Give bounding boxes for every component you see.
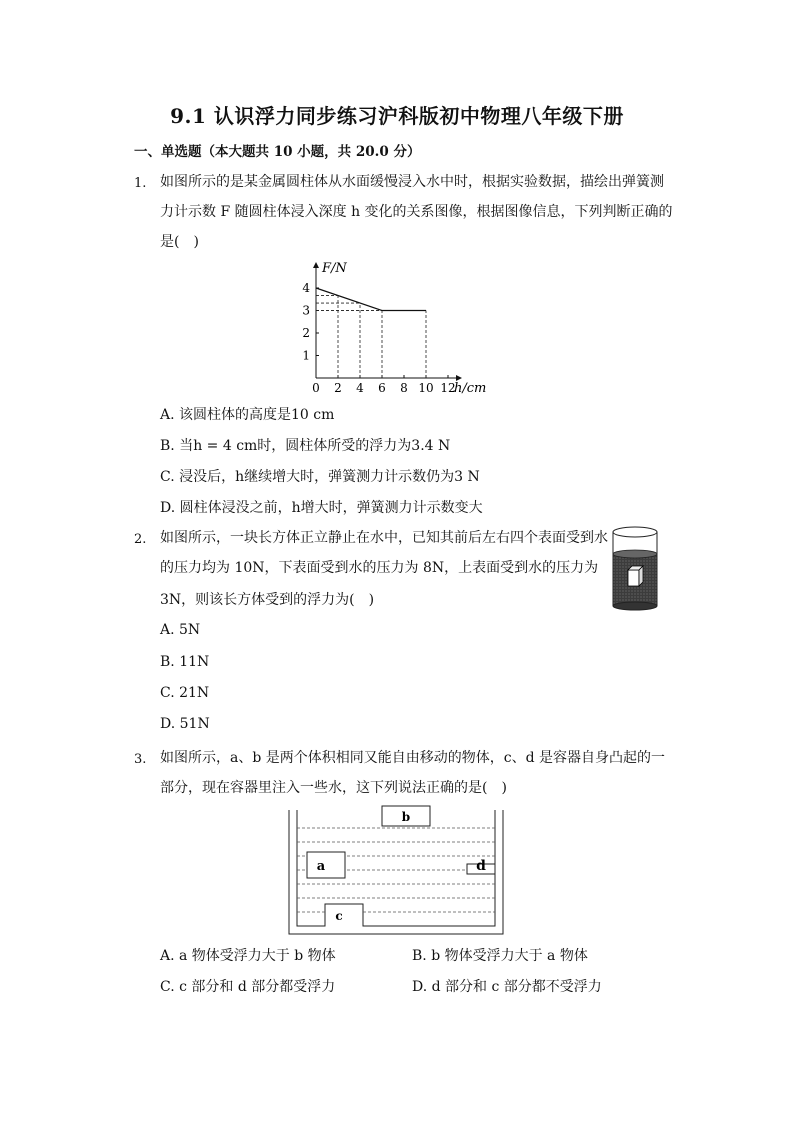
section-heading: 一、单选题（本大题共 10 小题，共 20.0 分） — [134, 144, 421, 160]
x-tick-label: 0 — [312, 381, 320, 395]
question-2-option-c[interactable]: C. 21N — [160, 685, 210, 701]
question-3-number: 3. — [134, 752, 147, 767]
label-d: d — [476, 858, 486, 874]
question-3-line-1: 如图所示，a、b 是两个体积相同又能自由移动的物体，c、d 是容器自身凸起的一 — [160, 750, 666, 766]
question-2-line-3: 3N，则该长方体受到的浮力为( ) — [160, 592, 375, 608]
object-a — [307, 852, 345, 878]
x-tick-label: 2 — [334, 381, 342, 395]
x-tick-label: 8 — [400, 381, 408, 395]
y-tick-label: 4 — [302, 281, 310, 295]
series-line — [316, 288, 426, 311]
page-title: 9.1 认识浮力同步练习沪科版初中物理八年级下册 — [170, 104, 624, 128]
container-figure — [285, 800, 507, 938]
beaker-figure — [610, 524, 660, 614]
x-tick-label: 10 — [418, 381, 434, 395]
cuboid-block — [628, 566, 643, 586]
question-1-line-2: 力计示数 F 随圆柱体浸入深度 h 变化的关系图像，根据图像信息，下列判断正确的 — [160, 204, 673, 220]
question-2-option-a[interactable]: A. 5N — [160, 622, 201, 638]
question-3-line-2: 部分，现在容器里注入一些水，这下列说法正确的是( ) — [160, 780, 507, 796]
question-1-option-d[interactable]: D. 圆柱体浸没之前，h增大时，弹簧测力计示数变大 — [160, 500, 483, 516]
question-3-option-d[interactable]: D. d 部分和 c 部分都不受浮力 — [412, 979, 602, 995]
question-2-line-2: 的压力均为 10N，下表面受到水的压力为 8N，上表面受到水的压力为 — [160, 560, 599, 576]
force-depth-chart — [290, 256, 510, 398]
question-2-option-d[interactable]: D. 51N — [160, 716, 210, 732]
question-1-number: 1. — [134, 176, 147, 191]
question-3-option-a[interactable]: A. a 物体受浮力大于 b 物体 — [160, 948, 336, 964]
y-tick-label: 2 — [302, 326, 310, 340]
y-axis-arrow — [313, 262, 319, 268]
question-1-option-c[interactable]: C. 浸没后，h继续增大时，弹簧测力计示数仍为3 N — [160, 469, 480, 485]
y-axis-label: F/N — [322, 261, 347, 276]
question-1-option-a[interactable]: A. 该圆柱体的高度是10 cm — [160, 407, 335, 423]
x-tick-label: 6 — [378, 381, 386, 395]
label-a: a — [316, 859, 326, 874]
question-1-line-3: 是( ) — [160, 234, 199, 250]
question-2-line-1: 如图所示，一块长方体正立静止在水中，已知其前后左右四个表面受到水 — [160, 530, 608, 546]
question-1-option-b[interactable]: B. 当h = 4 cm时，圆柱体所受的浮力为3.4 N — [160, 438, 451, 454]
y-tick-label: 1 — [302, 348, 310, 363]
question-2-option-b[interactable]: B. 11N — [160, 654, 210, 670]
question-2-number: 2. — [134, 532, 147, 547]
y-tick-label: 3 — [302, 303, 310, 318]
label-b: b — [401, 810, 411, 824]
x-axis-label: h/cm — [454, 381, 487, 396]
x-tick-label: 4 — [356, 381, 364, 395]
x-tick-label: 12 — [440, 381, 456, 395]
question-3-option-b[interactable]: B. b 物体受浮力大于 a 物体 — [412, 948, 588, 964]
question-1-line-1: 如图所示的是某金属圆柱体从水面缓慢浸入水中时，根据实验数据，描绘出弹簧测 — [160, 174, 664, 190]
question-3-option-c[interactable]: C. c 部分和 d 部分都受浮力 — [160, 979, 336, 995]
label-c: c — [335, 909, 343, 923]
